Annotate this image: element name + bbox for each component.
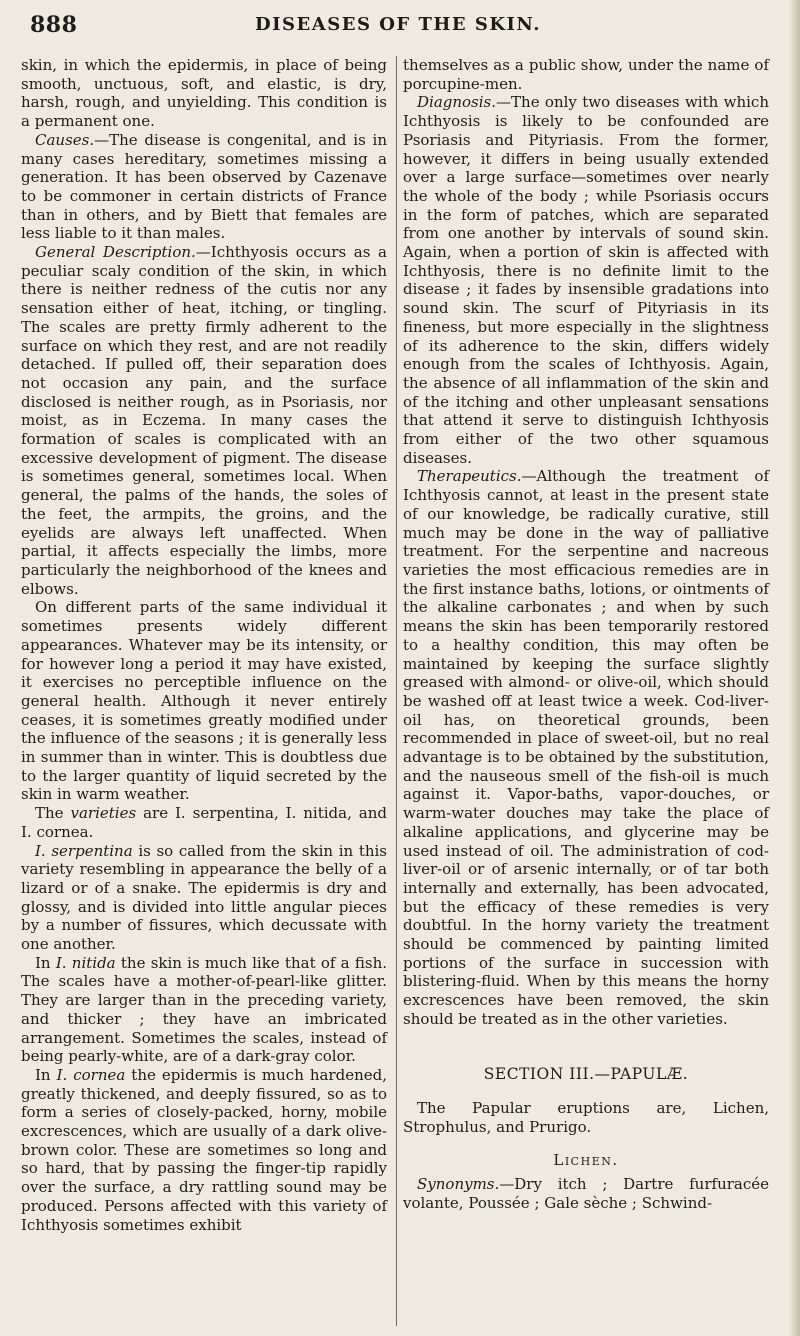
page-number: 888 (30, 12, 78, 38)
paragraph-serpentina: I. serpentina is so called from the skin in this variety resembling in appearance the belly of a lizard or of a snake. The epidermis is dry and glossy, and is divided into little angular pieces by a number of fissures, which decussate with one another. (21, 841, 387, 954)
paragraph-papular-intro: The Papular eruptions are, Lichen, Strophulus, and Prurigo. (403, 1099, 769, 1136)
paragraph-varieties: The varieties are I. serpentina, I. nitida, and I. cornea. (21, 804, 388, 841)
right-column (403, 56, 769, 1213)
paragraph-diagnosis: Diagnosis.—The only two diseases with which Ichthyosis is likely to be confounded are Psoriasis and Pityriasis. From the former, however, it differs in being usually extended over a large surface—sometimes over nearly the whole of the body ; while Psoriasis occurs in the form of patches, which are separated from one another by intervals of sound skin. Again, when a portion of skin is affected with Ichthyosis, there is no definite limit to the disease ; it fades by insensible gradations into sound skin. The scurf of Pityriasis in its fineness, but more especially in the slightness of its adherence to the skin, differs widely enough from the scales of Ichthyosis. Again, the absence of all inflammation of the skin and of the itching and other unpleasant sensations that attend it serve to distinguish Ichthyosis from either of the two other squamous diseases. (403, 93, 769, 467)
paragraph-therapeutics: Therapeutics.—Although the treatment of Ichthyosis cannot, at least in the present state of our knowledge, be radically curative, still much may be done in the way of palliative treatment. For the serpentine and nacreous varieties the most efficacious remedies are in the first instance baths, lotions, or ointments of the alkaline carbonates ; and when by such means the skin has been temporarily restored to a healthy condition, this may often be maintained by keeping the surface slightly greased with almond- or olive-oil, which should be washed off at least twice a week. Cod-liver-oil has, on theoretical grounds, been recommended in place of sweet-oil, but no real advantage is to be obtained by the substitution, and the nauseous smell of the fish-oil is much against it. Vapor-baths, vapor-douches, or warm-water douches may take the place of alkaline applications, and glycerine may be used instead of oil. The administration of cod-liver-oil or of arsenic internally, or of tar both internally and externally, has been advocated, but the efficacy of these remedies is very doubtful. In the horny variety the treatment should be commenced by painting limited portions of the surface in succession with blistering-fluid. When by this means the horny excrescences have been removed, the skin should be treated as in the other varieties. (403, 467, 769, 1028)
paragraph-general-description: General Description.—Ichthyosis occurs as a peculiar scaly condition of the skin, in which there is neither redness of the cutis nor any sensation either of heat, itching, or tingling. The scales are pretty firmly adherent to the surface on which they rest, and are not readily detached. If pulled off, their separation does not occasion any pain, and the surface disclosed is neither rough, as in Psoriasis, nor moist, as in Eczema. In many cases the formation of scales is complicated with an excessive development of pigment. The disease is sometimes general, sometimes local. When general, the palms of the hands, the soles of the feet, the armpits, the groins, and the eyelids are always left unaffected. When partial, it affects especially the limbs, more particularly the neighborhood of the knees and elbows. (21, 243, 387, 598)
running-head: DISEASES OF THE SKIN. (255, 14, 541, 35)
page-edge-shadow (788, 0, 800, 1336)
paragraph: On different parts of the same individual it sometimes presents widely different appearances. Whatever may be its intensity, or for however long a period it may have existed, it exercises no perceptible influence on the general health. Although it never entirely ceases, it is sometimes greatly modified under the influence of the seasons ; it is generally less in summer than in winter. This is doubtless due to the larger quantity of liquid secreted by the skin in warm weather. (21, 598, 387, 804)
paragraph-synonyms: Synonyms.—Dry itch ; Dartre furfuracée volante, Poussée ; Gale sèche ; Schwind- (403, 1175, 769, 1213)
paragraph-cornea: In I. cornea the epidermis is much hardened, greatly thickened, and deeply fissured, so as to form a series of closely-packed, horny, mobile excrescences, which are usually of a dark olive-brown color. These are sometimes so long and so hard, that by passing the finger-tip rapidly over the surface, a dry rattling sound may be produced. Persons affected with this variety of Ichthyosis sometimes exhibit (21, 1065, 387, 1234)
section-heading: SECTION III.—PAPULÆ. (483, 1064, 689, 1083)
page-header (30, 12, 766, 40)
paragraph: skin, in which the epidermis, in place of being smooth, unctuous, soft, and elastic, is dry, harsh, rough, and unyielding. This condition is a permanent one. (21, 56, 387, 131)
paragraph-causes: Causes.—The disease is congenital, and is in many cases hereditary, sometimes missing a generation. It has been observed by Cazenave to be commoner in certain districts of France than in others, and by Biett that females are less liable to it than males. (21, 130, 387, 243)
paragraph: themselves as a public show, under the name of porcupine-men. (403, 56, 769, 93)
subheading-lichen: Lichen. (553, 1150, 619, 1169)
column-divider (396, 56, 397, 1326)
paragraph-nitida: In I. nitida the skin is much like that of a fish. The scales have a mother-of-pearl-like glitter. They are larger than in the preceding variety, and thicker ; they have an imbricated arrangement. Sometimes the scales, instead of being pearly-white, are of a dark-gray color. (21, 953, 387, 1066)
left-column (21, 56, 387, 1234)
